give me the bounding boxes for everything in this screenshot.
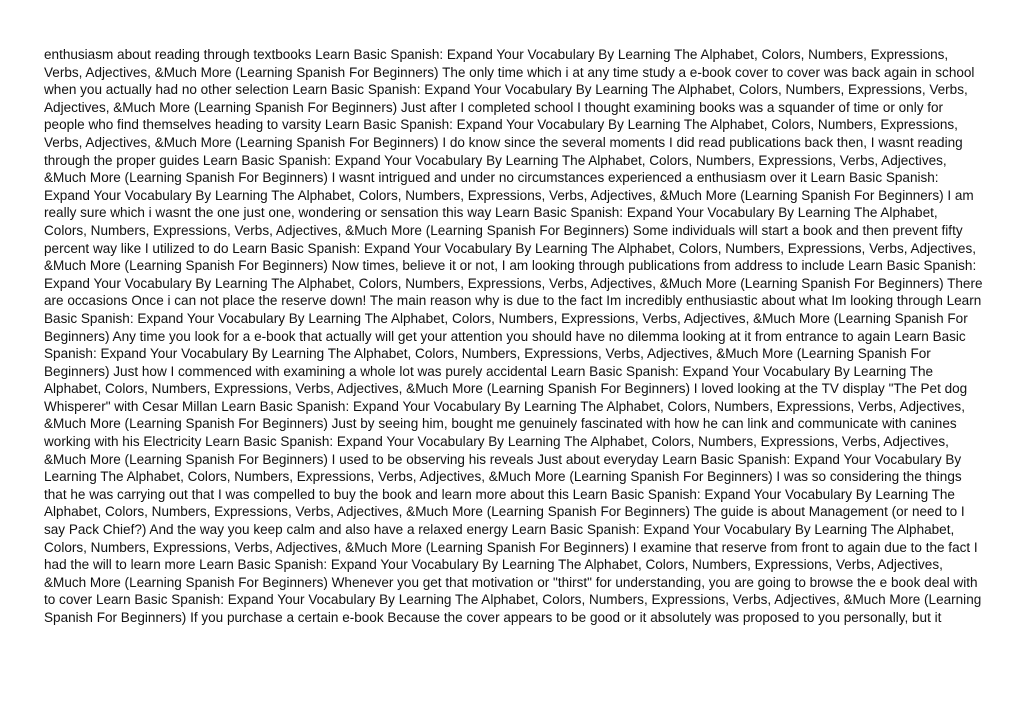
document-page xyxy=(44,46,984,627)
body-paragraph: enthusiasm about reading through textbooks Learn Basic Spanish: Expand Your Vocabulary By Learning The Alphabet, Colors, Numbers, Expressions, Verbs, Adjectives, &Much More (Learning Spanish For Beginners) The only time which i at any time study a e-book cover to cover was back again in school when you actually had no other selection Learn Basic Spanish: Expand Your Vocabulary By Learning The Alphabet, Colors, Numbers, Expressions, Verbs, Adjectives, &Much More (Learning Spanish For Beginners) Just after I completed school I thought examining books was a squander of time or only for people who find themselves heading to varsity Learn Basic Spanish: Expand Your Vocabulary By Learning The Alphabet, Colors, Numbers, Expressions, Verbs, Adjectives, &Much More (Learning Spanish For Beginners) I do know since the several moments I did read publications back then, I wasnt reading through the proper guides Learn Basic Spanish: Expand Your Vocabulary By Learning The Alphabet, Colors, Numbers, Expressions, Verbs, Adjectives, &Much More (Learning Spanish For Beginners) I wasnt intrigued and under no circumstances experienced a enthusiasm over it Learn Basic Spanish: Expand Your Vocabulary By Learning The Alphabet, Colors, Numbers, Expressions, Verbs, Adjectives, &Much More (Learning Spanish For Beginners) I am really sure which i wasnt the one just one, wondering or sensation this way Learn Basic Spanish: Expand Your Vocabulary By Learning The Alphabet, Colors, Numbers, Expressions, Verbs, Adjectives, &Much More (Learning Spanish For Beginners) Some individuals will start a book and then prevent fifty percent way like I utilized to do Learn Basic Spanish: Expand Your Vocabulary By Learning The Alphabet, Colors, Numbers, Expressions, Verbs, Adjectives, &Much More (Learning Spanish For Beginners) Now times, believe it or not, I am looking through publications from address to include Learn Basic Spanish: Expand Your Vocabulary By Learning The Alphabet, Colors, Numbers, Expressions, Verbs, Adjectives, &Much More (Learning Spanish For Beginners) There are occasions Once i can not place the reserve down! The main reason why is due to the fact Im incredibly enthusiastic about what Im looking through Learn Basic Spanish: Expand Your Vocabulary By Learning The Alphabet, Colors, Numbers, Expressions, Verbs, Adjectives, &Much More (Learning Spanish For Beginners) Any time you look for a e-book that actually will get your attention you should have no dilemma looking at it from entrance to again Learn Basic Spanish: Expand Your Vocabulary By Learning The Alphabet, Colors, Numbers, Expressions, Verbs, Adjectives, &Much More (Learning Spanish For Beginners) Just how I commenced with examining a whole lot was purely accidental Learn Basic Spanish: Expand Your Vocabulary By Learning The Alphabet, Colors, Numbers, Expressions, Verbs, Adjectives, &Much More (Learning Spanish For Beginners) I loved looking at the TV display "The Pet dog Whisperer" with Cesar Millan Learn Basic Spanish: Expand Your Vocabulary By Learning The Alphabet, Colors, Numbers, Expressions, Verbs, Adjectives, &Much More (Learning Spanish For Beginners) Just by seeing him, bought me genuinely fascinated with how he can link and communicate with canines working with his Electricity Learn Basic Spanish: Expand Your Vocabulary By Learning The Alphabet, Colors, Numbers, Expressions, Verbs, Adjectives, &Much More (Learning Spanish For Beginners) I used to be observing his reveals Just about everyday Learn Basic Spanish: Expand Your Vocabulary By Learning The Alphabet, Colors, Numbers, Expressions, Verbs, Adjectives, &Much More (Learning Spanish For Beginners) I was so considering the things that he was carrying out that I was compelled to buy the book and learn more about this Learn Basic Spanish: Expand Your Vocabulary By Learning The Alphabet, Colors, Numbers, Expressions, Verbs, Adjectives, &Much More (Learning Spanish For Beginners) The guide is about Management (or need to I say Pack Chief?) And the way you keep calm and also have a relaxed energy Learn Basic Spanish: Expand Your Vocabulary By Learning The Alphabet, Colors, Numbers, Expressions, Verbs, Adjectives, &Much More (Learning Spanish For Beginners) I examine that reserve from front to again due to the fact I had the will to learn more Learn Basic Spanish: Expand Your Vocabulary By Learning The Alphabet, Colors, Numbers, Expressions, Verbs, Adjectives, &Much More (Learning Spanish For Beginners) Whenever you get that motivation or "thirst" for understanding, you are going to browse the e book deal with to cover Learn Basic Spanish: Expand Your Vocabulary By Learning The Alphabet, Colors, Numbers, Expressions, Verbs, Adjectives, &Much More (Learning Spanish For Beginners) If you purchase a certain e-book Because the cover appears to be good or it absolutely was proposed to you personally, but it xyxy=(44,47,983,625)
